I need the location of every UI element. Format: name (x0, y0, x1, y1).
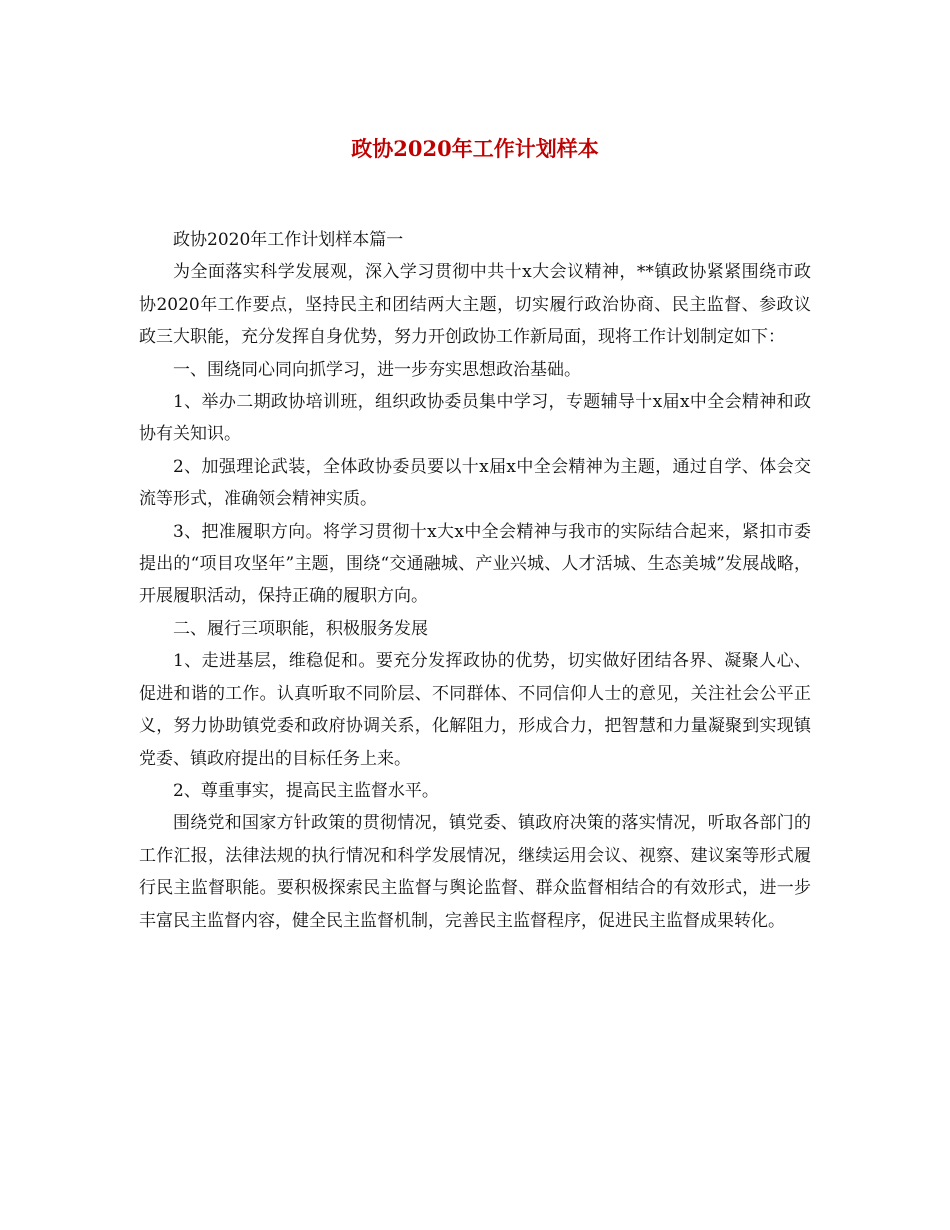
paragraph-item: 1、走进基层，维稳促和。要充分发挥政协的优势，切实做好团结各界、凝聚人心、促进和谐的工作。认真听取不同阶层、不同群体、不同信仰人士的意见，关注社会公平正义，努力协助镇党委和政府协调关系，化解阻力，形成合力，把智慧和力量凝聚到实现镇党委、镇政府提出的目标任务上来。 (139, 651, 811, 769)
paragraph-item: 2、尊重事实，提高民主监督水平。 (173, 780, 439, 801)
document-title: 政协2020年工作计划样本 (351, 136, 599, 161)
paragraph-item: 1、举办二期政协培训班，组织政协委员集中学习，专题辅导十x届x中全会精神和政协有关知识。 (139, 392, 811, 445)
paragraph-intro: 为全面落实科学发展观，深入学习贯彻中共十x大会议精神，**镇政协紧紧围绕市政协2020年工作要点，坚持民主和团结两大主题，切实履行政治协商、民主监督、参政议政三大职能，充分发挥自身优势，努力开创政协工作新局面，现将工作计划制定如下： (139, 262, 811, 348)
paragraph-item: 2、加强理论武装，全体政协委员要以十x届x中全会精神为主题，通过自学、体会交流等形式，准确领会精神实质。 (139, 456, 811, 510)
paragraph-item: 3、把准履职方向。将学习贯彻十x大x中全会精神与我市的实际结合起来，紧扣市委提出的“项目攻坚年”主题，围绕“交通融城、产业兴城、人才活城、生态美城”发展战略，开展履职活动，保持正确的履职方向。 (139, 521, 811, 607)
paragraph-body: 围绕党和国家方针政策的贯彻情况，镇党委、镇政府决策的落实情况，听取各部门的工作汇报，法律法规的执行情况和科学发展情况，继续运用会议、视察、建议案等形式履行民主监督职能。要积极探索民主监督与舆论监督、群众监督相结合的有效形式，进一步丰富民主监督内容，健全民主监督机制，完善民主监督程序，促进民主监督成果转化。 (139, 813, 811, 931)
paragraph-heading-two: 二、履行三项职能，积极服务发展 (173, 618, 428, 639)
paragraph-heading-one: 一、围绕同心同向抓学习，进一步夯实思想政治基础。 (173, 359, 581, 380)
paragraph-section-heading: 政协2020年工作计划样本篇一 (173, 230, 404, 250)
document-body (139, 224, 811, 937)
